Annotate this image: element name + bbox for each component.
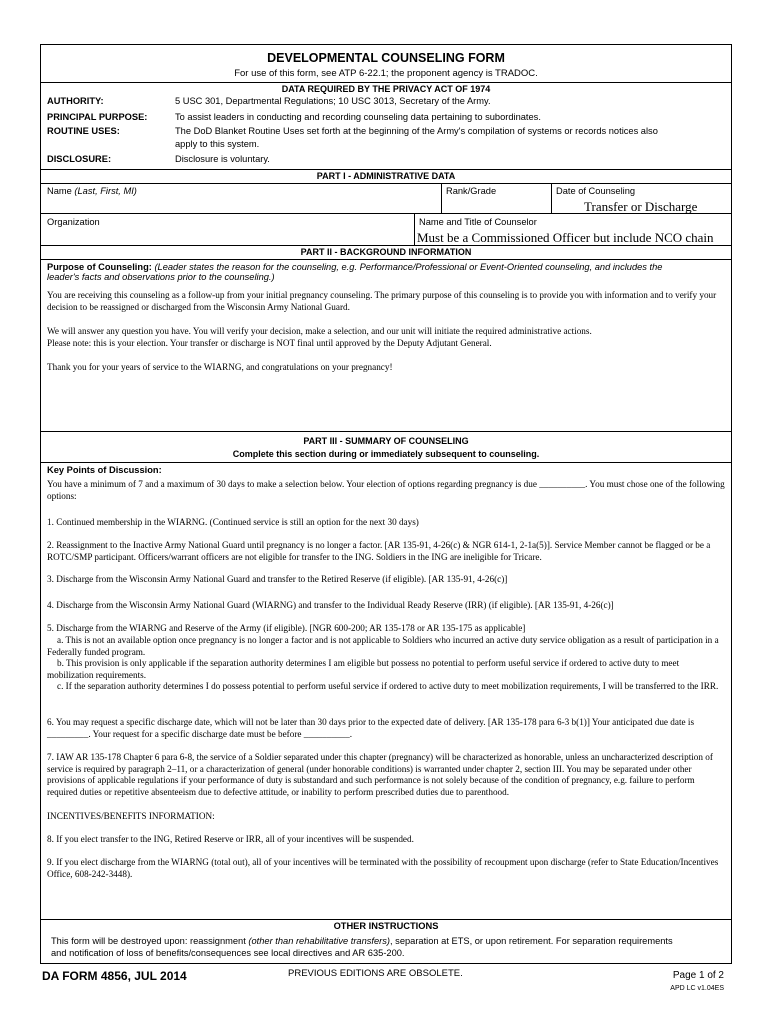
summary-item[interactable]: 7. IAW AR 135-178 Chapter 6 para 6-8, the service of a Soldier separated under this chapter (pregnancy) will be characterized as honorable, unless an uncharacterized description of service is required by paragraph 2–11, or a characterization of general (under honorable conditions) is warranted under chapter 2, section III. You may be separated under other provisions of applicable regulations if your performance of duty is substandard and such performance is not solely because of the condition of pregnancy, e.g. failure to perform required duties or repetitive absenteeism due to defective attitude, or inability to perform prescribed duties due to parenthood.	[47, 752, 713, 797]
version-label: APD LC v1.04ES	[670, 985, 724, 992]
summary-subitem[interactable]: c. If the separation authority determines I do possess potential to perform useful service if ordered to active duty to meet mobilization requirements, I will be transferred to the IRR.	[57, 681, 719, 691]
summary-item[interactable]: 1. Continued membership in the WIARNG. (Continued service is still an option for the next 30 days)	[47, 517, 419, 527]
name-label-text: Name	[47, 186, 72, 196]
disclosure-label: DISCLOSURE:	[47, 154, 112, 164]
organization-label: Organization	[47, 217, 100, 227]
divider	[414, 213, 415, 245]
part1-heading: PART I - ADMINISTRATIVE DATA	[316, 171, 456, 181]
summary-item[interactable]: 4. Discharge from the Wisconsin Army National Guard (WIARNG) and transfer to the Individual Ready Reserve (IRR) (if eligible). [AR 135-91, 4-26(c)]	[47, 600, 614, 610]
summary-subitem[interactable]: b. This provision is only applicable if the separation authority determines I am eligible but possess no potential to perform useful service if ordered to active duty to meet mobilization requirements.	[47, 658, 680, 680]
incentives-heading[interactable]: INCENTIVES/BENEFITS INFORMATION:	[47, 811, 215, 821]
privacy-heading: DATA REQUIRED BY THE PRIVACY ACT OF 1974	[281, 84, 491, 94]
authority-value: 5 USC 301, Departmental Regulations; 10 USC 3013, Secretary of the Army.	[175, 96, 491, 106]
key-points-label: Key Points of Discussion:	[47, 465, 162, 475]
divider	[41, 245, 731, 246]
divider	[441, 183, 442, 213]
background-paragraph[interactable]: You are receiving this counseling as a follow-up from your initial pregnancy counseling. The primary purpose of this counseling is to provide you with information and to verify your decision to be reassigned or discharged from the Wisconsin Army National Guard.	[47, 290, 717, 312]
summary-subitem[interactable]: a. This is not an available option once pregnancy is no longer a factor and is not applicable to Soldiers who incurred an active duty service obligation as a result of participation in a Federally funded program.	[47, 635, 719, 657]
background-paragraph[interactable]: We will answer any question you have. You will verify your decision, make a selection, and our unit will initiate the required administrative actions.	[47, 326, 592, 336]
other-text-part: This form will be destroyed upon: reassignment	[51, 936, 246, 946]
other-instructions-text	[51, 936, 673, 946]
summary-item[interactable]: 8. If you elect transfer to the ING, Retired Reserve or IRR, all of your incentives will be suspended.	[47, 834, 414, 844]
summary-intro[interactable]: You have a minimum of 7 and a maximum of 30 days to make a selection below. Your election of options regarding pregnancy is due __________. You must chose one of the following options:	[47, 479, 725, 501]
name-field-label	[47, 186, 137, 196]
rank-grade-label: Rank/Grade	[446, 186, 497, 196]
form-identifier: DA FORM 4856, JUL 2014	[42, 969, 187, 983]
purpose-label-text: Purpose of Counseling:	[47, 262, 152, 272]
summary-item[interactable]: 2. Reassignment to the Inactive Army National Guard until pregnancy is no longer a factor. [AR 135-91, 4-26(c) & NGR 614-1, 2-1a(5)]. Service Member cannot be flagged or be a ROTC/SMP participant. Officers/warrant officers are not eligible for transfer to the ING. Soldiers in the ING are ineligible for Tricare.	[47, 540, 711, 562]
counseling-form	[40, 44, 732, 964]
background-paragraph[interactable]: Please note: this is your election. Your transfer or discharge is NOT final until approved by the Deputy Adjutant General.	[47, 338, 492, 348]
divider	[41, 431, 731, 432]
part2-heading: PART II - BACKGROUND INFORMATION	[300, 247, 472, 257]
form-title: DEVELOPMENTAL COUNSELING FORM	[267, 51, 505, 65]
background-paragraph[interactable]: Thank you for your years of service to the WIARNG, and congratulations on your pregnancy!	[47, 362, 393, 372]
summary-item[interactable]: 9. If you elect discharge from the WIARNG (total out), all of your incentives will be terminated with the possibility of recoupment upon discharge (refer to State Education/Incentives Office, 608-242-3448).	[47, 857, 719, 879]
previous-editions-note: PREVIOUS EDITIONS ARE OBSOLETE.	[288, 968, 463, 979]
date-of-counseling-field[interactable]: Transfer or Discharge	[584, 199, 698, 214]
other-text-italic: (other than rehabilitative transfers)	[248, 936, 390, 946]
purpose-of-counseling-label	[47, 262, 662, 272]
disclosure-value: Disclosure is voluntary.	[175, 154, 270, 164]
divider	[41, 259, 731, 260]
principal-purpose-label: PRINCIPAL PURPOSE:	[47, 112, 148, 122]
other-instructions-heading: OTHER INSTRUCTIONS	[333, 921, 439, 931]
counselor-label: Name and Title of Counselor	[419, 217, 537, 227]
routine-uses-label: ROUTINE USES:	[47, 126, 120, 136]
divider	[41, 82, 731, 83]
counselor-field[interactable]: Must be a Commissioned Officer but include NCO chain	[417, 230, 714, 245]
summary-item[interactable]: 6. You may request a specific discharge date, which will not be later than 30 days prior to the expected date of delivery. [AR 135-178 para 6-3 b(1)] Your anticipated due date is _________. Your request for a specific discharge date must be before __________.	[47, 717, 695, 739]
divider	[41, 462, 731, 463]
purpose-hint: (Leader states the reason for the counseling, e.g. Performance/Professional or Event-Oriented counseling, and includes the	[154, 262, 663, 272]
purpose-hint-cont: leader's facts and observations prior to the counseling.)	[47, 272, 275, 282]
divider	[551, 183, 552, 213]
part3-heading: PART III - SUMMARY OF COUNSELING	[303, 436, 469, 446]
part3-subheading: Complete this section during or immediately subsequent to counseling.	[232, 449, 540, 459]
divider	[41, 169, 731, 170]
authority-label: AUTHORITY:	[47, 96, 104, 106]
summary-item[interactable]: 5. Discharge from the WIARNG and Reserve of the Army (if eligible). [NGR 600-200; AR 135-178 or AR 135-175 as applicable]	[47, 623, 526, 633]
routine-uses-value-cont: apply to this system.	[175, 139, 260, 149]
name-label-hint: (Last, First, MI)	[74, 186, 137, 196]
divider	[41, 919, 731, 920]
date-of-counseling-label: Date of Counseling	[556, 186, 636, 196]
form-subtitle: For use of this form, see ATP 6-22.1; the proponent agency is TRADOC.	[234, 68, 538, 79]
routine-uses-value: The DoD Blanket Routine Uses set forth at the beginning of the Army's compilation of systems or records notices also	[175, 126, 658, 136]
summary-item[interactable]: 3. Discharge from the Wisconsin Army National Guard and transfer to the Retired Reserve (if eligible). [AR 135-91, 4-26(c)]	[47, 574, 508, 584]
other-instructions-text-cont: and notification of loss of benefits/consequences see local directives and AR 635-200.	[51, 948, 405, 958]
page-number: Page 1 of 2	[672, 970, 724, 981]
other-text-part: , separation at ETS, or upon retirement. For separation requirements	[390, 936, 673, 946]
divider	[41, 213, 731, 214]
principal-purpose-value: To assist leaders in conducting and recording counseling data pertaining to subordinates.	[175, 112, 541, 122]
divider	[41, 183, 731, 184]
